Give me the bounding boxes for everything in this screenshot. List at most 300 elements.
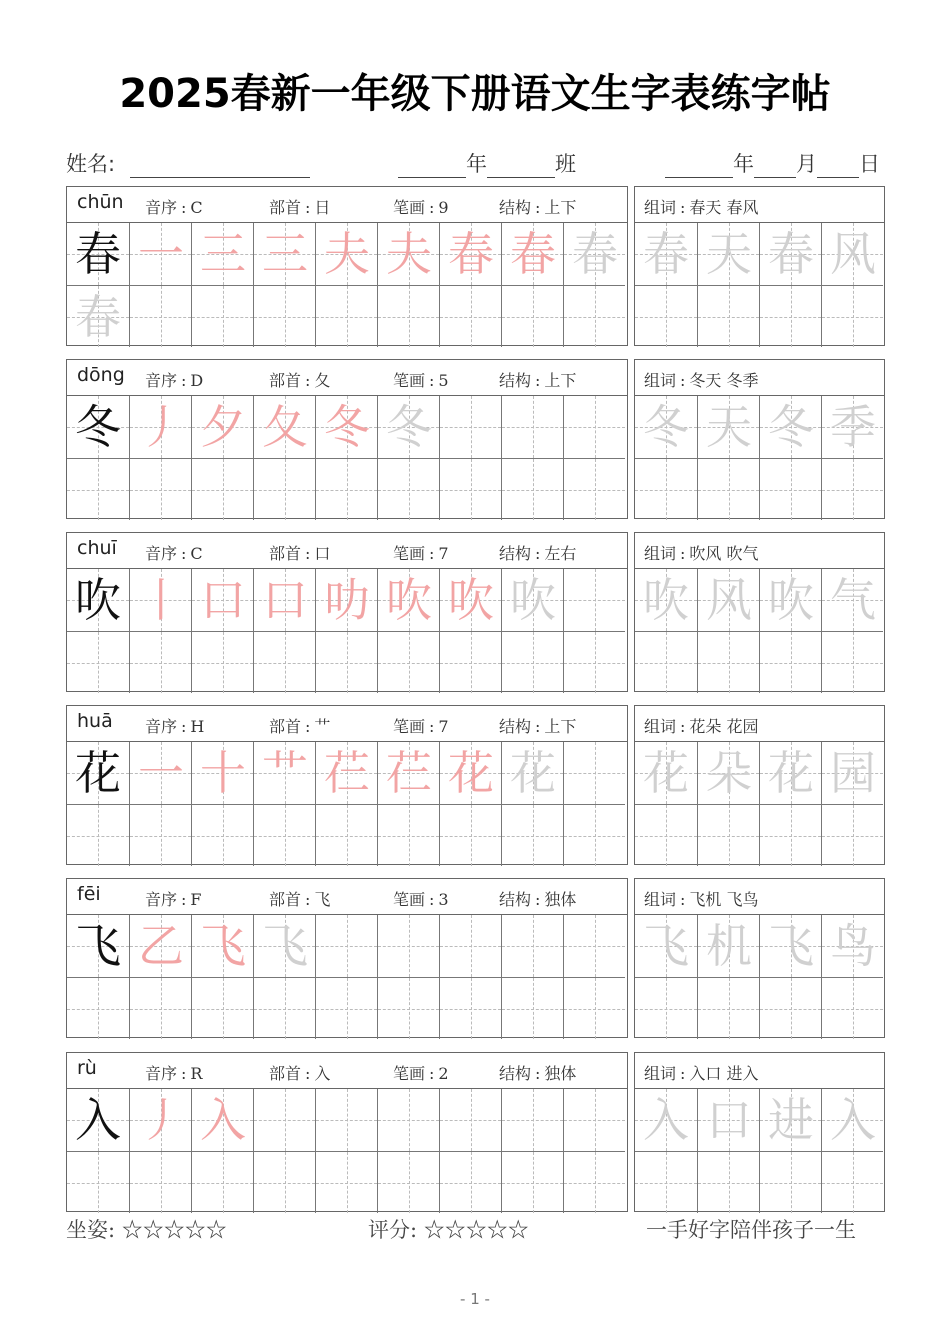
strokes-label: 笔画	[393, 1064, 426, 1083]
structure-info	[499, 714, 576, 737]
word-practice-cell[interactable]	[821, 569, 883, 631]
class-blank[interactable]	[487, 153, 555, 178]
word-practice-cell[interactable]	[635, 396, 697, 458]
practice-cell[interactable]	[315, 742, 377, 804]
practice-cell[interactable]	[253, 458, 315, 520]
separator: :	[305, 717, 311, 736]
practice-cell[interactable]	[67, 804, 129, 866]
structure-label: 结构	[499, 890, 532, 909]
pinyin: chūn	[77, 191, 124, 213]
grade-blank[interactable]	[398, 153, 466, 178]
stroke-step: 花	[510, 746, 556, 800]
stroke-step: 丿	[138, 400, 184, 454]
practice-cell[interactable]	[315, 915, 377, 977]
practice-cell[interactable]	[129, 977, 191, 1039]
structure-label: 结构	[499, 717, 532, 736]
practice-cell[interactable]	[439, 1151, 501, 1213]
word-practice-cell[interactable]	[759, 223, 821, 285]
practice-cell[interactable]	[563, 915, 625, 977]
word-practice-cell[interactable]	[759, 1151, 821, 1213]
strokes-label: 笔画	[393, 890, 426, 909]
practice-cell[interactable]	[563, 285, 625, 347]
practice-cell[interactable]	[129, 569, 191, 631]
separator: :	[305, 1064, 311, 1083]
radical-value: 入	[314, 1064, 331, 1083]
radical-label: 部首	[269, 717, 302, 736]
word-practice-cell[interactable]	[635, 977, 697, 1039]
separator: :	[305, 890, 311, 909]
practice-cell[interactable]	[67, 1089, 129, 1151]
stroke-step: 吹	[386, 573, 432, 627]
practice-cell[interactable]	[67, 915, 129, 977]
radical-info	[269, 887, 330, 910]
char-block	[66, 532, 885, 692]
word-practice-cell[interactable]	[759, 631, 821, 693]
word-practice-cell[interactable]	[697, 804, 759, 866]
structure-label: 结构	[499, 198, 532, 217]
class-row	[398, 148, 576, 178]
practice-cell[interactable]	[501, 1089, 563, 1151]
separator: :	[680, 544, 686, 563]
word-trace-char: 吹	[768, 573, 814, 627]
model-char: 春	[75, 227, 121, 281]
practice-cell[interactable]	[377, 915, 439, 977]
practice-cell[interactable]	[439, 1089, 501, 1151]
practice-cell[interactable]	[439, 569, 501, 631]
word-trace-char: 吹	[643, 573, 689, 627]
strokes-value: 7	[438, 717, 449, 736]
words-value: 飞机 飞鸟	[689, 890, 759, 909]
practice-cell[interactable]	[129, 631, 191, 693]
practice-cell[interactable]	[563, 1151, 625, 1213]
separator: :	[429, 198, 435, 217]
practice-cell[interactable]	[377, 742, 439, 804]
word-practice-cell[interactable]	[759, 977, 821, 1039]
word-practice-cell[interactable]	[635, 915, 697, 977]
practice-cell[interactable]	[191, 458, 253, 520]
structure-info	[499, 195, 576, 218]
pinyin: huā	[77, 710, 113, 732]
word-practice-cell[interactable]	[697, 977, 759, 1039]
separator: :	[181, 717, 187, 736]
word-practice-cell[interactable]	[821, 285, 883, 347]
practice-cell[interactable]	[501, 569, 563, 631]
word-practice-cell[interactable]	[821, 631, 883, 693]
month-blank[interactable]	[754, 153, 796, 178]
practice-cell[interactable]	[377, 977, 439, 1039]
strokes-info	[393, 887, 449, 910]
order-value: F	[190, 890, 202, 909]
words-value: 吹风 吹气	[689, 544, 759, 563]
radical-info	[269, 1061, 330, 1084]
word-trace-char: 天	[706, 400, 752, 454]
practice-cell[interactable]	[67, 396, 129, 458]
radical-label: 部首	[269, 198, 302, 217]
stroke-panel	[66, 878, 628, 1038]
practice-cell[interactable]	[191, 742, 253, 804]
stroke-step: 丿	[138, 1093, 184, 1147]
practice-cell[interactable]	[191, 804, 253, 866]
model-char: 吹	[75, 573, 121, 627]
word-practice-cell[interactable]	[635, 569, 697, 631]
separator: :	[429, 371, 435, 390]
strokes-info	[393, 195, 449, 218]
word-trace-char: 冬	[768, 400, 814, 454]
practice-cell[interactable]	[315, 223, 377, 285]
word-practice-cell[interactable]	[821, 804, 883, 866]
practice-cell[interactable]	[129, 742, 191, 804]
stroke-step: 十	[200, 746, 246, 800]
word-practice-cell[interactable]	[759, 915, 821, 977]
practice-cell[interactable]	[315, 396, 377, 458]
practice-cell[interactable]	[253, 915, 315, 977]
stroke-step: 芢	[324, 746, 370, 800]
practice-cell[interactable]	[253, 804, 315, 866]
class-label: 班	[555, 152, 576, 176]
word-trace-char: 花	[643, 746, 689, 800]
practice-cell[interactable]	[315, 458, 377, 520]
strokes-label: 笔画	[393, 717, 426, 736]
practice-cell[interactable]	[377, 1151, 439, 1213]
stroke-step: 口	[262, 573, 308, 627]
structure-label: 结构	[499, 1064, 532, 1083]
stroke-panel	[66, 705, 628, 865]
separator: :	[680, 198, 686, 217]
practice-cell[interactable]	[67, 977, 129, 1039]
practice-cell[interactable]	[501, 223, 563, 285]
practice-cell[interactable]	[563, 458, 625, 520]
year-blank[interactable]	[665, 153, 733, 178]
name-blank[interactable]	[130, 153, 310, 178]
practice-cell[interactable]	[67, 223, 129, 285]
stroke-step: 叻	[324, 573, 370, 627]
practice-cell[interactable]	[191, 915, 253, 977]
practice-cell[interactable]	[129, 223, 191, 285]
name-label: 姓名:	[66, 152, 116, 176]
practice-cell[interactable]	[501, 915, 563, 977]
practice-cell[interactable]	[253, 285, 315, 347]
words-header	[635, 1053, 884, 1089]
practice-cell[interactable]	[377, 223, 439, 285]
radical-info	[269, 368, 330, 391]
radical-value: 日	[314, 198, 331, 217]
structure-value: 上下	[544, 198, 577, 217]
practice-cell[interactable]	[501, 1151, 563, 1213]
practice-cell[interactable]	[315, 804, 377, 866]
word-trace-char: 进	[768, 1093, 814, 1147]
structure-label: 结构	[499, 544, 532, 563]
word-practice-cell[interactable]	[697, 396, 759, 458]
radical-value: 飞	[314, 890, 331, 909]
words-label: 组词	[644, 198, 677, 217]
strokes-value: 7	[438, 544, 449, 563]
practice-cell[interactable]	[501, 804, 563, 866]
words-header	[635, 187, 884, 223]
practice-cell[interactable]	[67, 569, 129, 631]
practice-cell[interactable]	[439, 915, 501, 977]
practice-cell[interactable]	[67, 1151, 129, 1213]
word-practice-cell[interactable]	[697, 223, 759, 285]
order-label: 音序	[145, 717, 178, 736]
word-practice-cell[interactable]	[821, 1089, 883, 1151]
date-row	[665, 148, 880, 178]
word-practice-cell[interactable]	[697, 1151, 759, 1213]
practice-cell[interactable]	[67, 285, 129, 347]
practice-cell[interactable]	[315, 1151, 377, 1213]
word-trace-char: 风	[830, 227, 876, 281]
practice-cell[interactable]	[377, 396, 439, 458]
words-panel	[634, 878, 885, 1038]
practice-cell[interactable]	[67, 742, 129, 804]
practice-cell[interactable]	[129, 1089, 191, 1151]
practice-cell[interactable]	[439, 396, 501, 458]
strokes-value: 9	[438, 198, 449, 217]
stroke-step: 吹	[448, 573, 494, 627]
practice-cell[interactable]	[129, 285, 191, 347]
practice-cell[interactable]	[501, 631, 563, 693]
practice-cell[interactable]	[315, 977, 377, 1039]
stroke-step: 夕	[200, 400, 246, 454]
words-info	[644, 1061, 759, 1084]
words-info	[644, 368, 759, 391]
word-practice-cell[interactable]	[697, 569, 759, 631]
strokes-value: 3	[438, 890, 449, 909]
word-practice-cell[interactable]	[697, 1089, 759, 1151]
order-label: 音序	[145, 890, 178, 909]
words-header	[635, 879, 884, 915]
practice-cell[interactable]	[501, 977, 563, 1039]
page-number: - 1 -	[460, 1290, 490, 1308]
words-panel	[634, 186, 885, 346]
practice-cell[interactable]	[563, 804, 625, 866]
practice-cell[interactable]	[191, 1151, 253, 1213]
structure-value: 独体	[544, 1064, 577, 1083]
practice-cell[interactable]	[377, 458, 439, 520]
order-value: H	[190, 717, 205, 736]
structure-info	[499, 541, 576, 564]
word-practice-cell[interactable]	[759, 396, 821, 458]
practice-cell[interactable]	[563, 977, 625, 1039]
word-practice-cell[interactable]	[759, 285, 821, 347]
name-row	[66, 148, 310, 178]
practice-cell[interactable]	[439, 631, 501, 693]
pinyin: chuī	[77, 537, 117, 559]
word-practice-cell[interactable]	[635, 804, 697, 866]
word-practice-cell[interactable]	[759, 804, 821, 866]
practice-cell[interactable]	[439, 977, 501, 1039]
separator: :	[181, 544, 187, 563]
radical-label: 部首	[269, 371, 302, 390]
words-value: 花朵 花园	[689, 717, 759, 736]
radical-label: 部首	[269, 544, 302, 563]
practice-cell[interactable]	[377, 804, 439, 866]
words-info	[644, 714, 759, 737]
separator: :	[305, 544, 311, 563]
practice-cell[interactable]	[129, 458, 191, 520]
radical-info	[269, 541, 330, 564]
practice-cell[interactable]	[315, 631, 377, 693]
separator: :	[181, 198, 187, 217]
words-value: 春天 春风	[689, 198, 759, 217]
words-header	[635, 533, 884, 569]
strokes-info	[393, 368, 449, 391]
word-trace-char: 风	[706, 573, 752, 627]
practice-cell[interactable]	[501, 742, 563, 804]
practice-cell[interactable]	[563, 631, 625, 693]
separator: :	[535, 198, 541, 217]
practice-cell[interactable]	[501, 396, 563, 458]
word-trace-char: 园	[830, 746, 876, 800]
pinyin: dōng	[77, 364, 125, 386]
practice-cell[interactable]	[377, 631, 439, 693]
word-practice-cell[interactable]	[759, 742, 821, 804]
practice-cell[interactable]	[439, 804, 501, 866]
words-label: 组词	[644, 717, 677, 736]
practice-cell[interactable]	[315, 285, 377, 347]
practice-cell[interactable]	[253, 977, 315, 1039]
practice-cell[interactable]	[253, 1151, 315, 1213]
word-practice-cell[interactable]	[635, 285, 697, 347]
char-block	[66, 878, 885, 1038]
separator: :	[680, 717, 686, 736]
practice-cell[interactable]	[129, 396, 191, 458]
stroke-step: 飞	[262, 919, 308, 973]
word-practice-cell[interactable]	[821, 915, 883, 977]
stroke-panel	[66, 1052, 628, 1212]
practice-cell[interactable]	[439, 285, 501, 347]
grade-label: 年	[466, 152, 487, 176]
practice-cell[interactable]	[377, 285, 439, 347]
word-practice-cell[interactable]	[759, 1089, 821, 1151]
word-practice-cell[interactable]	[759, 569, 821, 631]
radical-value: 艹	[314, 717, 331, 736]
practice-cell[interactable]	[439, 458, 501, 520]
practice-cell[interactable]	[191, 223, 253, 285]
word-practice-cell[interactable]	[821, 458, 883, 520]
word-practice-cell[interactable]	[697, 458, 759, 520]
practice-cell[interactable]	[191, 1089, 253, 1151]
practice-cell[interactable]	[67, 458, 129, 520]
word-practice-cell[interactable]	[759, 458, 821, 520]
practice-cell[interactable]	[253, 1089, 315, 1151]
practice-cell[interactable]	[253, 223, 315, 285]
word-practice-cell[interactable]	[821, 1151, 883, 1213]
radical-value: 夂	[314, 371, 331, 390]
practice-cell[interactable]	[253, 396, 315, 458]
separator: :	[181, 1064, 187, 1083]
practice-cell[interactable]	[191, 285, 253, 347]
slogan: 一手好字陪伴孩子一生	[646, 1218, 856, 1242]
word-trace-char: 鸟	[830, 919, 876, 973]
practice-cell[interactable]	[563, 223, 625, 285]
practice-cell[interactable]	[253, 742, 315, 804]
separator: :	[429, 890, 435, 909]
word-practice-cell[interactable]	[697, 915, 759, 977]
practice-cell[interactable]	[253, 569, 315, 631]
practice-cell[interactable]	[501, 285, 563, 347]
practice-cell[interactable]	[315, 1089, 377, 1151]
words-label: 组词	[644, 1064, 677, 1083]
strokes-info	[393, 1061, 449, 1084]
word-practice-cell[interactable]	[697, 631, 759, 693]
stroke-step: 乙	[138, 919, 184, 973]
word-practice-cell[interactable]	[697, 285, 759, 347]
practice-cell[interactable]	[439, 223, 501, 285]
stroke-step: 一	[138, 227, 184, 281]
word-practice-cell[interactable]	[821, 223, 883, 285]
pinyin: rù	[77, 1057, 97, 1079]
word-trace-char: 天	[706, 227, 752, 281]
practice-cell[interactable]	[377, 569, 439, 631]
word-trace-char: 冬	[643, 400, 689, 454]
practice-cell[interactable]	[315, 569, 377, 631]
practice-cell[interactable]	[191, 977, 253, 1039]
word-practice-cell[interactable]	[635, 223, 697, 285]
day-blank[interactable]	[817, 153, 859, 178]
practice-cell[interactable]	[191, 569, 253, 631]
word-practice-cell[interactable]	[821, 977, 883, 1039]
stroke-panel	[66, 532, 628, 692]
score-stars[interactable]: ☆☆☆☆☆	[423, 1218, 529, 1242]
practice-cell[interactable]	[129, 1151, 191, 1213]
word-practice-cell[interactable]	[821, 396, 883, 458]
practice-cell[interactable]	[563, 1089, 625, 1151]
practice-cell[interactable]	[129, 804, 191, 866]
page-title: 2025春新一年级下册语文生字表练字帖	[119, 71, 831, 117]
practice-cell[interactable]	[191, 631, 253, 693]
radical-label: 部首	[269, 1064, 302, 1083]
order-value: D	[190, 371, 204, 390]
word-practice-cell[interactable]	[821, 742, 883, 804]
word-practice-cell[interactable]	[635, 1151, 697, 1213]
char-info-header	[67, 360, 627, 396]
practice-cell[interactable]	[377, 1089, 439, 1151]
separator: :	[680, 890, 686, 909]
order-info	[145, 368, 203, 391]
strokes-label: 笔画	[393, 371, 426, 390]
char-block	[66, 359, 885, 519]
word-practice-cell[interactable]	[635, 458, 697, 520]
model-char: 冬	[75, 400, 121, 454]
practice-cell[interactable]	[563, 569, 625, 631]
practice-cell[interactable]	[129, 915, 191, 977]
word-practice-cell[interactable]	[635, 742, 697, 804]
word-practice-cell[interactable]	[635, 1089, 697, 1151]
word-trace-char: 口	[706, 1093, 752, 1147]
char-info-header	[67, 706, 627, 742]
posture-stars[interactable]: ☆☆☆☆☆	[121, 1218, 227, 1242]
words-header	[635, 360, 884, 396]
words-panel	[634, 705, 885, 865]
practice-cell[interactable]	[191, 396, 253, 458]
practice-cell[interactable]	[501, 458, 563, 520]
practice-cell[interactable]	[253, 631, 315, 693]
words-header	[635, 706, 884, 742]
practice-cell[interactable]	[67, 631, 129, 693]
separator: :	[429, 544, 435, 563]
stroke-step: 冬	[386, 400, 432, 454]
practice-cell[interactable]	[563, 396, 625, 458]
practice-cell[interactable]	[439, 742, 501, 804]
word-trace-char: 朵	[706, 746, 752, 800]
separator: :	[680, 1064, 686, 1083]
stroke-panel	[66, 359, 628, 519]
word-practice-cell[interactable]	[697, 742, 759, 804]
practice-cell[interactable]	[563, 742, 625, 804]
word-practice-cell[interactable]	[635, 631, 697, 693]
order-info	[145, 541, 203, 564]
stroke-step: 丨	[138, 573, 184, 627]
